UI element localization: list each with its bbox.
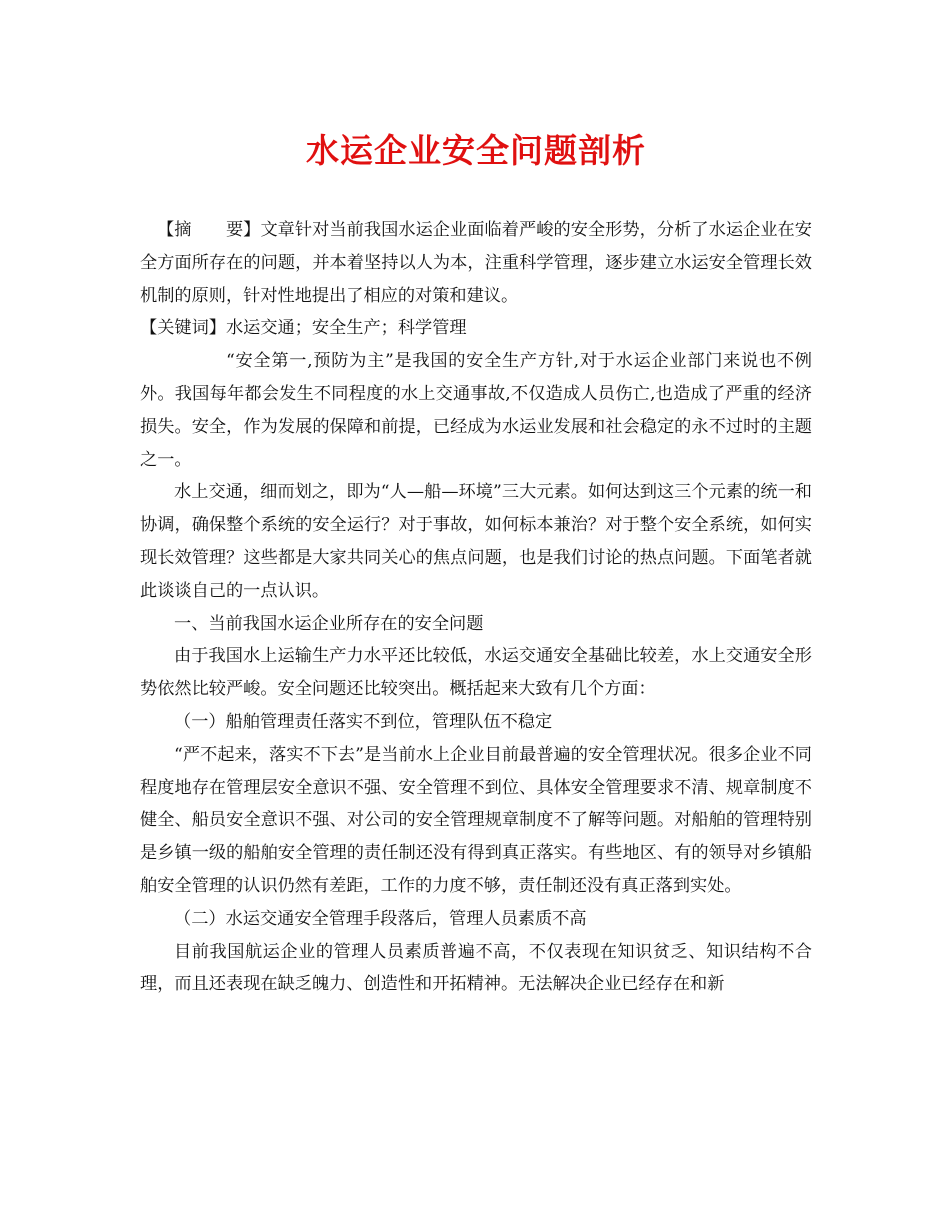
abstract-label: 【摘 要】 (157, 220, 261, 240)
subsection-heading: （二）水运交通安全管理手段落后，管理人员素质不高 (174, 908, 587, 929)
body-paragraph: “严不起来，落实不下去”是当前水上企业目前最普遍的安全管理状况。很多企业不同程度地存在管理层安全意识不强、安全管理不到位、具体安全管理要求不清、规章制度不健全、船员安全意识不强、对公司的安全管理规章制度不了解等问题。对船舶的管理特别是乡镇一级的船舶安全管理的责任制还没有得到真正落实。有些地区、有的领导对乡镇船舶安全管理的认识仍然有差距，工作的力度不够，责任制还没有真正落到实处。 (140, 744, 812, 896)
abstract-text: 文章针对当前我国水运企业面临着严峻的安全形势，分析了水运企业在安全方面所存在的问题，并本着坚持以人为本，注重科学管理，逐步建立水运安全管理长效机制的原则，针对性地提出了相应的对策和建议。 (140, 220, 812, 306)
subsection-heading: （一）船舶管理责任落实不到位，管理队伍不稳定 (174, 711, 553, 732)
section-heading: 一、当前我国水运企业所存在的安全问题 (174, 613, 484, 634)
body-paragraph: 目前我国航运企业的管理人员素质普遍不高，不仅表现在知识贫乏、知识结构不合理，而且还表现在缺乏魄力、创造性和开拓精神。无法解决企业已经存在和新 (140, 941, 812, 995)
body-paragraph: 由于我国水上运输生产力水平还比较低，水运交通安全基础比较差，水上交通安全形势依然比较严峻。安全问题还比较突出。概括起来大致有几个方面： (140, 646, 812, 700)
keywords-paragraph (140, 312, 812, 345)
body-paragraph: “安全第一,预防为主”是我国的安全生产方针,对于水运企业部门来说也不例外。我国每年都会发生不同程度的水上交通事故,不仅造成人员伤亡,也造成了严重的经济损失。安全，作为发展的保障和前提，已经成为水运业发展和社会稳定的永不过时的主题之一。 (140, 351, 812, 470)
abstract-paragraph (140, 214, 812, 312)
document-title: 水运企业安全问题剖析 (306, 131, 646, 170)
keywords-label: 【关键词】 (140, 318, 226, 339)
body-paragraph: 水上交通，细而划之，即为“人—船—环境”三大元素。如何达到这三个元素的统一和协调，确保整个系统的安全运行？对于事故，如何标本兼治？对于整个安全系统，如何实现长效管理？这些都是大家共同关心的焦点问题，也是我们讨论的热点问题。下面笔者就此谈谈自己的一点认识。 (140, 482, 812, 601)
document-body (140, 214, 812, 1001)
keywords-text: 水运交通；安全生产；科学管理 (225, 318, 467, 339)
